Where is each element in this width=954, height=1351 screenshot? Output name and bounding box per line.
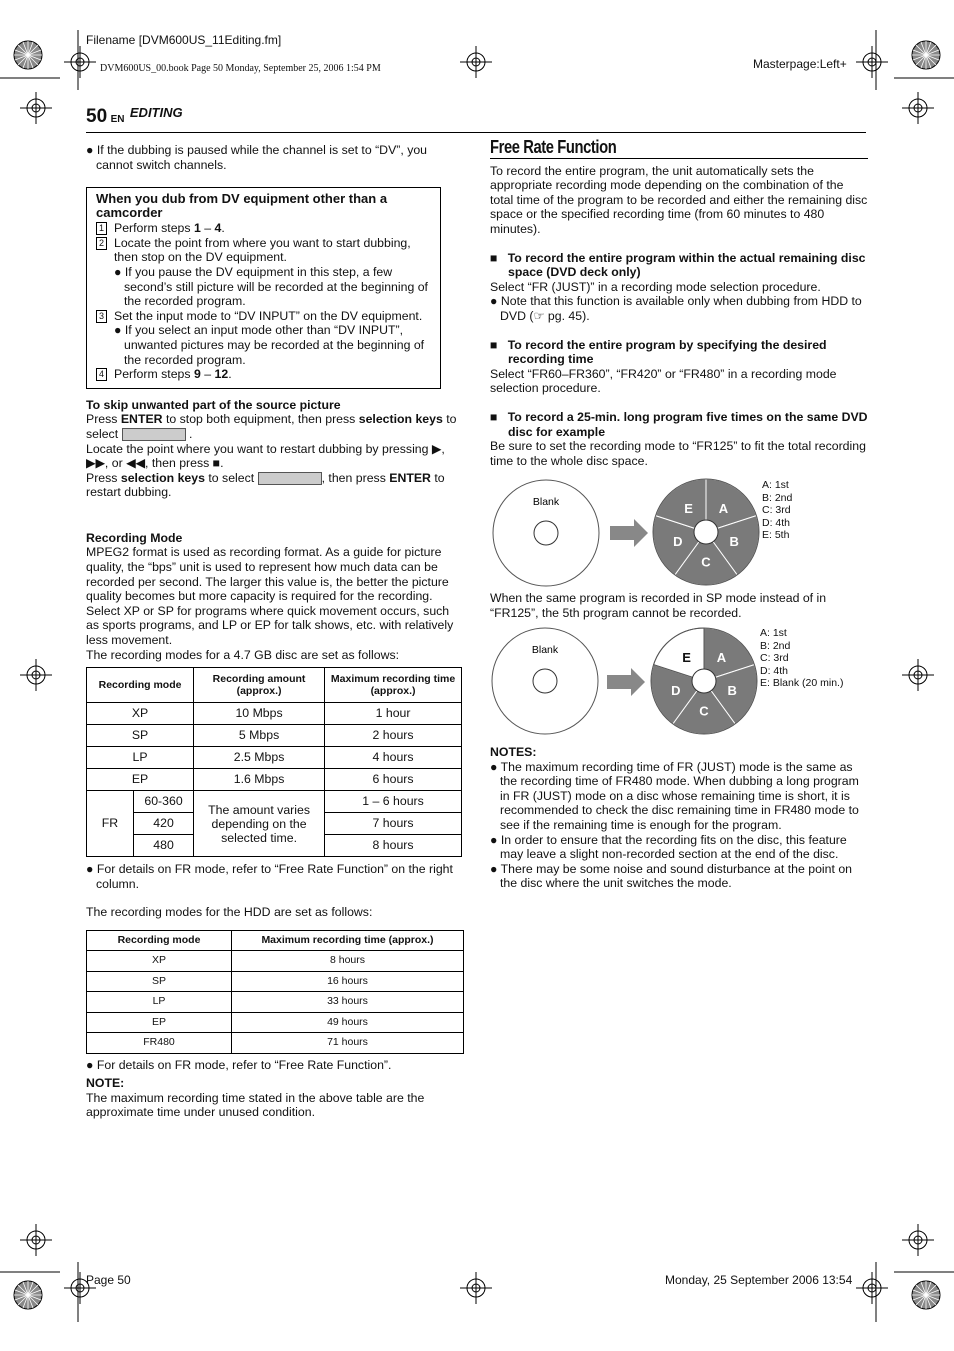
step-4 — [96, 367, 431, 382]
notes-section — [490, 745, 868, 891]
table-cell: 5 Mbps — [194, 725, 325, 747]
step-ref: 12 — [214, 367, 229, 382]
table-row — [87, 725, 462, 747]
legend-item: E: Blank (20 min.) — [760, 677, 844, 690]
hdd-table-intro: The recording modes for the HDD are set as follows: — [86, 905, 373, 920]
table-cell: SP — [87, 725, 194, 747]
fr-reference-1: ● For details on FR mode, refer to “Free Rate Function” on the right column. — [86, 862, 453, 891]
section-1-heading-text: To record the entire program within the actual remaining disc space (DVD deck only) — [507, 250, 866, 280]
step-ref: 4 — [214, 221, 222, 236]
disc-hole — [692, 669, 716, 693]
text: , then press — [321, 470, 390, 485]
table-cell: EP — [87, 1012, 232, 1033]
box-title: When you dub from DV equipment other than a camcorder — [96, 191, 388, 220]
table-cell: 1.6 Mbps — [194, 769, 325, 791]
disc-diagram-fr125 — [490, 478, 868, 590]
step-2-bullet: ● If you pause the DV equipment in this step, a few second’s still picture will be recorded at the beginning of the recorded program. — [114, 264, 428, 309]
table-cell: 1 – 6 hours — [325, 791, 462, 813]
table-row — [87, 1033, 464, 1054]
table-cell: 6 hours — [325, 769, 462, 791]
note-item: ● In order to ensure that the recording fits on the disc, this feature may leave a slight non-recorded section at the end of the disc. — [490, 832, 847, 862]
segment-label: C — [701, 554, 711, 570]
text: to stop both equipment, then press — [162, 412, 359, 427]
hdd-recording-table — [86, 930, 464, 1054]
table-row — [87, 791, 462, 813]
book-info-line: DVM600US_00.book Page 50 Monday, September 25, 2006 1:54 PM — [100, 63, 381, 74]
step-text: Perform steps — [114, 221, 194, 236]
segment-label: C — [699, 703, 709, 719]
table-cell: XP — [87, 951, 232, 972]
step-end: . — [228, 367, 232, 382]
page-header — [86, 105, 866, 133]
legend-item: D: 4th — [762, 516, 791, 529]
footer-page: Page 50 — [86, 1273, 131, 1287]
table-cell: 49 hours — [232, 1012, 464, 1033]
table-cell: 4 hours — [325, 747, 462, 769]
text: Press — [86, 412, 121, 427]
table-cell: 16 hours — [232, 971, 464, 992]
legend-2 — [760, 627, 843, 690]
fr-reference-2: ● For details on FR mode, refer to “Free Rate Function”. — [86, 1057, 392, 1072]
hdd-dvd-icon — [122, 428, 186, 441]
note-text: The maximum recording time stated in the above table are the approximate time under unused condition. — [86, 1090, 425, 1120]
legend-item: C: 3rd — [762, 504, 791, 517]
section-3-heading: ■ To record a 25-min. long program five times on the same DVD disc for example — [490, 409, 868, 439]
legend-item: B: 2nd — [762, 491, 793, 504]
note-item-text: In order to ensure that the recording fits on the disc, this feature may leave a slight non-recorded section at the end of the disc. — [500, 832, 847, 862]
note-item: ● There may be some noise and sound disturbance at the point on the disc where the unit switches the mode. — [490, 861, 852, 891]
section-2-heading-text: To record the entire program by specifying the desired recording time — [507, 337, 827, 367]
note-heading: NOTE: — [86, 1076, 125, 1091]
segment-label: A — [718, 500, 729, 516]
legend-item: A: 1st — [762, 479, 789, 491]
note-item: ● The maximum recording time of FR (JUST) mode is the same as the recording time of FR480 mode. When dubbing a long program in FR (JUST) mode on a disc whose remaining time is short, it is recommended to check the disc remaining time in FR480 mode to see if the remaining time is enough for the program. — [490, 759, 859, 832]
table-row — [87, 1012, 464, 1033]
text: Press — [86, 470, 121, 485]
selection-keys-label: selection keys — [120, 470, 205, 485]
table-cell: FR — [87, 791, 134, 857]
step-number: 4 — [96, 368, 107, 381]
step-text: Locate the point from where you want to start dubbing, then stop on the DV equipment. — [114, 235, 411, 265]
segment-label: B — [729, 534, 739, 550]
table-header: Maximum recording time (approx.) — [232, 931, 464, 951]
section-1-bullet: ● Note that this function is available only when dubbing from HDD to DVD (☞ pg. 45). — [490, 294, 862, 323]
skip-paragraph-1 — [86, 412, 462, 441]
table-row — [87, 769, 462, 791]
skip-paragraph-3 — [86, 471, 462, 500]
sp-mode-text: When the same program is recorded in SP mode instead of in “FR125”, the 5th program cannot be recorded. — [490, 591, 827, 620]
legend-item: D: 4th — [760, 664, 789, 677]
table-row — [87, 747, 462, 769]
text: to select — [204, 470, 255, 485]
arrow-right-icon — [607, 668, 645, 696]
segment-label: D — [671, 683, 681, 699]
disc-diagram-graphic — [490, 478, 760, 590]
segment-label: E — [682, 649, 691, 665]
free-rate-intro: To record the entire program, the unit automatically sets the appropriate recording mode depending on the combination of the total time of the program to be recorded and either the remaining disc space or the specified recording time (from 60 minutes to 480 minutes). — [490, 163, 868, 236]
step-end: . — [221, 221, 225, 236]
table-cell: The amount varies depending on the selected time. — [194, 791, 325, 857]
table-cell: 7 hours — [325, 813, 462, 835]
section-1-text: Select “FR (JUST)” in a recording mode selection procedure. — [490, 279, 821, 294]
dvd-table-intro: The recording modes for a 4.7 GB disc are set as follows: — [86, 647, 400, 662]
recording-mode-text: MPEG2 format is used as recording format. As a guide for picture quality, the “bps” unit is used to represent how much data can be recorded per second. The larger this value is, the better the picture quality becomes but more capacity is required for the recording. Select XP or SP for programs where quick movement occurs, such as sports programs, and LP or EP for talk shows, etc. with relatively less movement. — [86, 545, 454, 648]
note-item-text: There may be some noise and sound disturbance at the point on the disc where the unit switches the mode. — [500, 861, 852, 891]
table-cell: 8 hours — [232, 951, 464, 972]
disc-diagram-sp — [490, 626, 868, 738]
blank-disc-hole — [534, 521, 558, 545]
table-cell: 33 hours — [232, 992, 464, 1013]
dv-dub-box — [86, 187, 441, 389]
step-3-bullet: ● If you select an input mode other than “DV INPUT”, unwanted pictures may be recorded at the beginning of the recorded program. — [114, 323, 425, 367]
selection-keys-label: selection keys — [358, 412, 443, 427]
section-3-text: Be sure to set the recording mode to “FR125” to fit the total recording time to the whole disc space. — [490, 439, 866, 468]
step-2 — [96, 236, 431, 265]
notes-heading: NOTES: — [490, 745, 537, 759]
legend-1 — [762, 479, 792, 542]
table-header: Maximum recording time (approx.) — [325, 668, 462, 703]
section-3-heading-text: To record a 25-min. long program five times on the same DVD disc for example — [507, 409, 868, 439]
step-number: 1 — [96, 222, 107, 235]
footer-date: Monday, 25 September 2006 13:54 — [665, 1273, 853, 1287]
legend-item: C: 3rd — [760, 652, 789, 665]
intro-bullet-text: If the dubbing is paused while the channel is set to “DV”, you cannot switch channels. — [96, 143, 428, 172]
table-cell: 8 hours — [325, 835, 462, 857]
table-cell: 420 — [134, 813, 194, 835]
disc-diagram-graphic — [490, 626, 760, 738]
step-ref: 1 — [193, 221, 201, 236]
table-cell: SP — [87, 971, 232, 992]
left-column — [86, 143, 462, 1120]
segmented-disc — [653, 479, 759, 585]
skip-heading: To skip unwanted part of the source picture — [86, 397, 341, 412]
free-rate-title-bar — [490, 137, 868, 159]
step-text: Set the input mode to “DV INPUT” on the DV equipment. — [114, 308, 423, 323]
language-tag: EN — [110, 114, 125, 125]
table-cell: 10 Mbps — [194, 703, 325, 725]
step-text: Perform steps — [114, 367, 194, 382]
dv-to-dvd-icon — [258, 472, 322, 485]
legend-item: E: 5th — [762, 529, 790, 542]
free-rate-title: Free Rate Function — [490, 137, 617, 157]
table-cell: 2 hours — [325, 725, 462, 747]
step-3 — [96, 309, 431, 324]
table-header: Recording mode — [87, 931, 232, 951]
step-1 — [96, 221, 431, 236]
masterpage-label: Masterpage:Left+ — [753, 57, 847, 71]
section-1-bullet-text: Note that this function is available only when dubbing from HDD to DVD (☞ pg. 45). — [500, 294, 862, 323]
segmented-disc — [651, 628, 757, 734]
enter-key-label: ENTER — [389, 470, 431, 485]
segment-label: D — [673, 534, 683, 550]
step-dash: – — [200, 367, 215, 382]
table-cell: LP — [87, 747, 194, 769]
segment-label: A — [716, 649, 727, 665]
step-dash: – — [200, 221, 215, 236]
text: to select — [86, 412, 457, 441]
disc-hole — [694, 520, 718, 544]
step-3-bullet-text: If you select an input mode other than “DV INPUT”, unwanted pictures may be recorded at the beginning of the recorded program. — [124, 323, 425, 367]
table-row — [87, 971, 464, 992]
enter-key-label: ENTER — [120, 412, 163, 427]
table-cell: EP — [87, 769, 194, 791]
table-cell: 1 hour — [325, 703, 462, 725]
segment-label: E — [684, 500, 693, 516]
fr-reference-1-text: For details on FR mode, refer to “Free Rate Function” on the right column. — [96, 862, 453, 891]
table-header: Recording amount (approx.) — [194, 668, 325, 703]
fr-reference-2-text: For details on FR mode, refer to “Free Rate Function”. — [96, 1057, 392, 1072]
table-row — [87, 951, 464, 972]
segment-label: B — [727, 683, 737, 699]
text: . — [188, 426, 193, 441]
table-cell: XP — [87, 703, 194, 725]
section-2-text: Select “FR60–FR360”, “FR420” or “FR480” in a recording mode selection procedure. — [490, 366, 837, 396]
legend-item: B: 2nd — [760, 639, 791, 652]
intro-bullet: ● If the dubbing is paused while the channel is set to “DV”, you cannot switch channels. — [86, 143, 428, 172]
step-ref: 9 — [193, 367, 201, 382]
right-column — [490, 137, 868, 468]
table-row — [87, 992, 464, 1013]
table-cell: 2.5 Mbps — [194, 747, 325, 769]
page-number: 50 — [86, 106, 108, 127]
table-cell: FR480 — [87, 1033, 232, 1054]
table-cell: LP — [87, 992, 232, 1013]
blank-disc-hole — [533, 669, 557, 693]
section-2-heading: ■ To record the entire program by specifying the desired recording time — [490, 337, 827, 367]
dvd-recording-table — [86, 667, 462, 857]
legend-item: A: 1st — [760, 627, 787, 639]
table-row — [87, 703, 462, 725]
table-cell: 480 — [134, 835, 194, 857]
arrow-right-icon — [610, 519, 648, 547]
table-cell: 60-360 — [134, 791, 194, 813]
text: to restart dubbing. — [86, 470, 445, 500]
section-1-heading: ■ To record the entire program within the actual remaining disc space (DVD deck only) — [490, 250, 866, 280]
step-number: 2 — [96, 237, 107, 250]
step-number: 3 — [96, 310, 107, 323]
skip-paragraph-2: Locate the point where you want to restart dubbing by pressing ▶, ▶▶, or ◀◀, then press ■. — [86, 441, 445, 471]
filename-label: Filename [DVM600US_11Editing.fm] — [86, 33, 282, 47]
section-title: EDITING — [129, 105, 183, 120]
table-header: Recording mode — [87, 668, 194, 703]
step-2-bullet-text: If you pause the DV equipment in this step, a few second’s still picture will be recorded at the beginning of the recorded program. — [124, 264, 428, 309]
blank-label: Blank — [532, 496, 560, 508]
blank-label: Blank — [531, 644, 559, 656]
note-item-text: The maximum recording time of FR (JUST) mode is the same as the recording time of FR480 mode. When dubbing a long program in FR (JUST) mode on a disc whose remaining time is short, it is recommended to check the disc remaining time in FR480 mode to see if the remaining time is enough for the program. — [500, 759, 859, 832]
recording-mode-heading: Recording Mode — [86, 530, 183, 545]
table-cell: 71 hours — [232, 1033, 464, 1054]
